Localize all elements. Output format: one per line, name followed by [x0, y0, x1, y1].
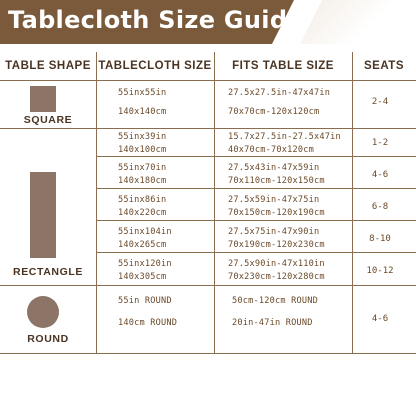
fits-size-cm: 70x150cm-120x190cm	[228, 208, 325, 218]
tablecloth-size-cm: 140cm ROUND	[118, 318, 178, 328]
title-banner-accent	[300, 0, 416, 44]
header-seats: SEATS	[364, 60, 404, 72]
tablecloth-size-in: 55in ROUND	[118, 296, 172, 306]
fits-size-in: 27.5x27.5in-47x47in	[228, 88, 331, 98]
page-title: Tablecloth Size Guide	[8, 6, 304, 34]
fits-size-cm: 70x70cm-120x120cm	[228, 107, 320, 117]
row-divider	[0, 285, 416, 286]
header-divider	[0, 80, 416, 81]
seats-value: 10-12	[366, 266, 394, 276]
square-shape-icon	[30, 86, 56, 112]
row-divider	[96, 220, 416, 221]
fits-size-in: 27.5x75in-47x90in	[228, 227, 320, 237]
tablecloth-size-cm: 140x180cm	[118, 176, 167, 186]
seats-value: 4-6	[371, 170, 389, 180]
shape-label-square: SQUARE	[23, 114, 73, 126]
tablecloth-size-in: 55inx120in	[118, 259, 172, 269]
row-divider	[96, 252, 416, 253]
column-divider	[96, 52, 97, 354]
tablecloth-size-in: 55inx70in	[118, 163, 167, 173]
fits-size-in: 27.5x43in-47x59in	[228, 163, 320, 173]
tablecloth-size-cm: 140x100cm	[118, 145, 167, 155]
shape-label-round: ROUND	[27, 333, 69, 345]
fits-size-in: 15.7x27.5in-27.5x47in	[228, 132, 341, 142]
fits-size-in: 20in-47in ROUND	[232, 318, 313, 328]
tablecloth-size-cm: 140x305cm	[118, 272, 167, 282]
table-bottom-border	[0, 353, 416, 354]
seats-value: 1-2	[371, 138, 389, 148]
rectangle-shape-icon	[30, 172, 56, 258]
column-divider	[352, 52, 353, 354]
column-divider	[214, 52, 215, 354]
fits-size-in: 27.5x59in-47x75in	[228, 195, 320, 205]
fits-size-cm: 50cm-120cm ROUND	[232, 296, 318, 306]
shape-label-rectangle: RECTANGLE	[13, 266, 83, 278]
seats-value: 2-4	[371, 97, 389, 107]
round-shape-icon	[27, 296, 59, 328]
fits-size-cm: 70x110cm-120x150cm	[228, 176, 325, 186]
seats-value: 4-6	[371, 314, 389, 324]
size-guide-table	[0, 52, 416, 354]
header-table-shape: TABLE SHAPE	[5, 60, 91, 72]
seats-value: 6-8	[371, 202, 389, 212]
fits-size-cm: 70x230cm-120x280cm	[228, 272, 325, 282]
row-divider	[96, 156, 416, 157]
header-fits-table-size: FITS TABLE SIZE	[232, 60, 334, 72]
fits-size-cm: 40x70cm-70x120cm	[228, 145, 314, 155]
fits-size-in: 27.5x90in-47x110in	[228, 259, 325, 269]
row-divider	[96, 188, 416, 189]
tablecloth-size-in: 55inx39in	[118, 132, 167, 142]
tablecloth-size-in: 55inx55in	[118, 88, 167, 98]
seats-value: 8-10	[369, 234, 391, 244]
tablecloth-size-cm: 140x265cm	[118, 240, 167, 250]
header-tablecloth-size: TABLECLOTH SIZE	[98, 60, 212, 72]
tablecloth-size-in: 55inx86in	[118, 195, 167, 205]
tablecloth-size-in: 55inx104in	[118, 227, 172, 237]
fits-size-cm: 70x190cm-120x230cm	[228, 240, 325, 250]
row-divider	[0, 128, 416, 129]
tablecloth-size-cm: 140x140cm	[118, 107, 167, 117]
tablecloth-size-cm: 140x220cm	[118, 208, 167, 218]
